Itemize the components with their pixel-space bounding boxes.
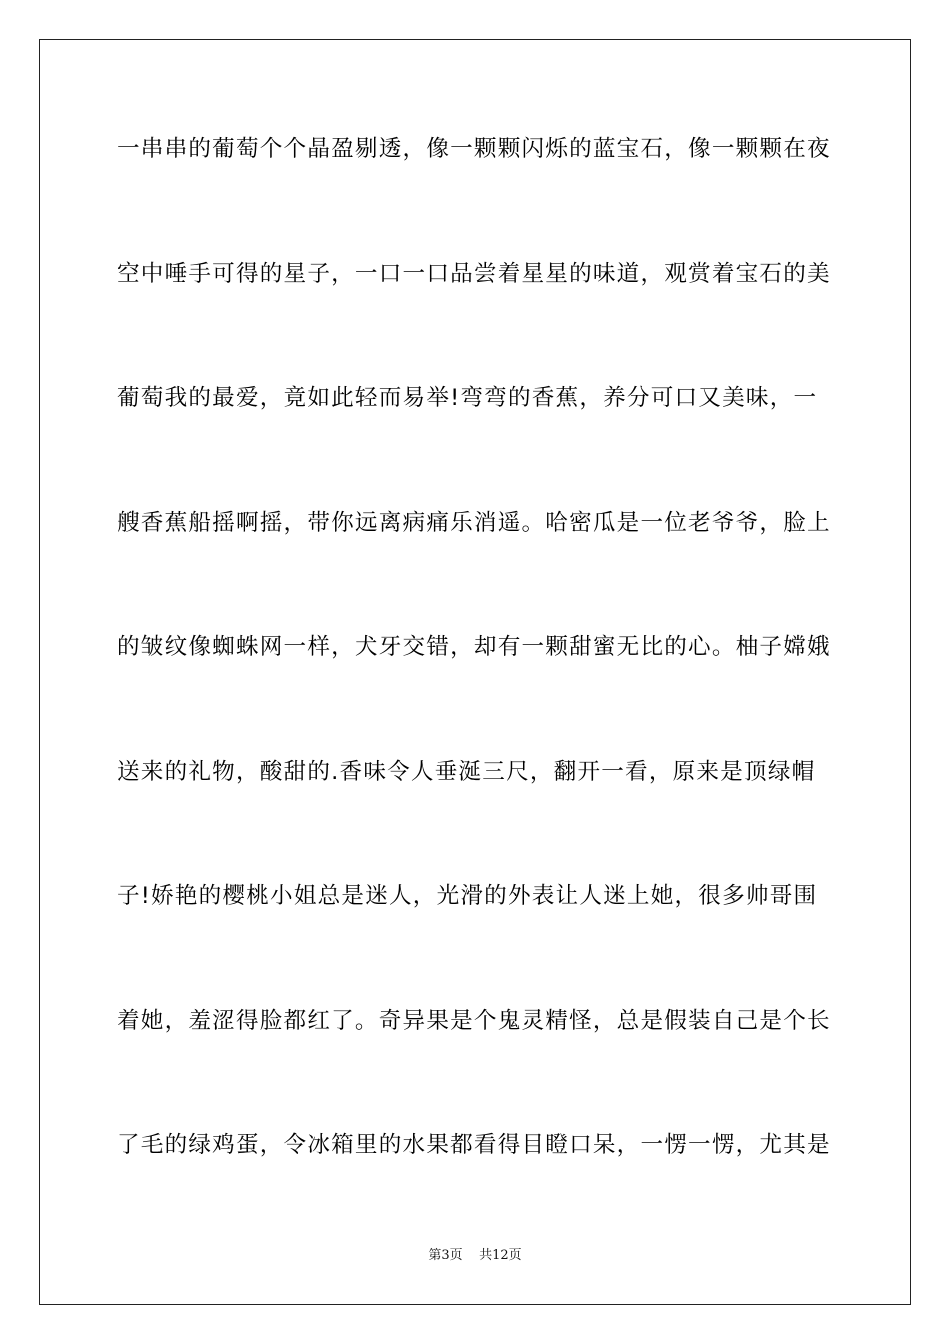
- page-border: [39, 39, 911, 1305]
- text-line: 的皱纹像蜘蛛网一样，犬牙交错，却有一颗甜蜜无比的心。柚子嫦娥: [117, 634, 831, 660]
- text-line: 着她，羞涩得脸都红了。奇异果是个鬼灵精怪，总是假装自己是个长: [117, 1008, 831, 1034]
- page-footer: [0, 1246, 950, 1266]
- text-line: 艘香蕉船摇啊摇，带你远离病痛乐消遥。哈密瓜是一位老爷爷，脸上: [117, 510, 831, 536]
- total-pages: 共12页: [479, 1248, 522, 1263]
- text-line: 子!娇艳的樱桃小姐总是迷人，光滑的外表让人迷上她，很多帅哥围: [117, 883, 818, 909]
- page-number: 第3页: [428, 1248, 463, 1263]
- text-line: 了毛的绿鸡蛋，令冰箱里的水果都看得目瞪口呆，一愣一愣，尤其是: [117, 1132, 831, 1158]
- text-line: 一串串的葡萄个个晶盈剔透，像一颗颗闪烁的蓝宝石，像一颗颗在夜: [117, 136, 831, 162]
- text-line: 葡萄我的最爱，竟如此轻而易举!弯弯的香蕉，养分可口又美味，一: [117, 385, 818, 411]
- text-line: 送来的礼物，酸甜的.香味令人垂涎三尺，翻开一看，原来是顶绿帽: [117, 759, 816, 785]
- text-line: 空中唾手可得的星子，一口一口品尝着星星的味道，观赏着宝石的美: [117, 261, 831, 287]
